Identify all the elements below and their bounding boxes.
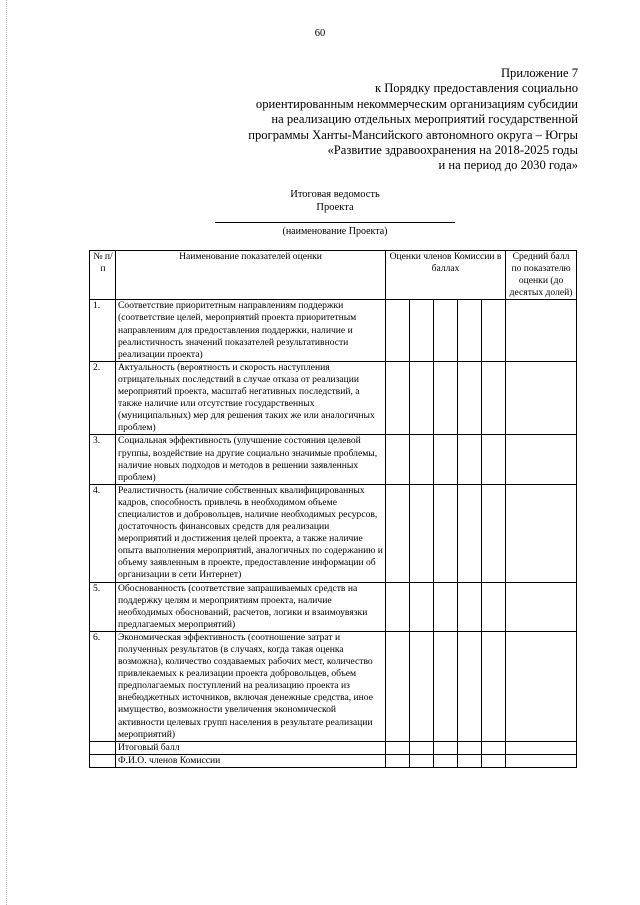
score-cell[interactable] xyxy=(482,361,506,435)
page-number: 60 xyxy=(314,28,326,39)
score-cell[interactable] xyxy=(386,582,410,631)
score-cell[interactable] xyxy=(410,631,434,741)
page-edge-line xyxy=(6,0,7,905)
total-average-cell[interactable] xyxy=(506,741,577,754)
row-indicator: Социальная эффективность (улучшение состояния целевой группы, воздействие на другие социально значимые проблемы, наличие новых подходов и методов в решении заявленных проблем) xyxy=(116,435,386,484)
appendix-line: ориентированным некоммерческим организациям субсидии xyxy=(255,96,578,111)
table-row xyxy=(90,631,577,741)
appendix-line: на реализацию отдельных мероприятий государственной xyxy=(271,112,578,127)
score-cell[interactable] xyxy=(482,582,506,631)
row-number: 4. xyxy=(90,484,116,582)
table-row xyxy=(90,582,577,631)
score-cell[interactable] xyxy=(386,631,410,741)
total-score-cell[interactable] xyxy=(434,741,458,754)
row-number: 2. xyxy=(90,361,116,435)
row-number: 5. xyxy=(90,582,116,631)
appendix-line: к Порядку предоставления социально xyxy=(374,81,578,96)
score-cell[interactable] xyxy=(434,300,458,361)
row-indicator: Обоснованность (соответствие запрашиваемых средств на поддержку целям и мероприятиям проекта, наличие необходимых обоснований, расчетов, логики и взаимоувязки предлагаемых мероприятий) xyxy=(116,582,386,631)
score-cell[interactable] xyxy=(434,435,458,484)
average-cell[interactable] xyxy=(506,631,577,741)
score-cell[interactable] xyxy=(482,435,506,484)
document-title xyxy=(0,188,640,214)
score-cell[interactable] xyxy=(410,361,434,435)
member-name-cell[interactable] xyxy=(458,754,482,767)
member-name-cell[interactable] xyxy=(386,754,410,767)
score-cell[interactable] xyxy=(386,484,410,582)
member-name-cell[interactable] xyxy=(434,754,458,767)
total-row xyxy=(90,741,577,754)
title-line-1: Итоговая ведомость xyxy=(290,189,380,200)
score-cell[interactable] xyxy=(458,582,482,631)
score-cell[interactable] xyxy=(386,300,410,361)
row-number: 3. xyxy=(90,435,116,484)
table-row xyxy=(90,435,577,484)
score-cell[interactable] xyxy=(386,435,410,484)
title-line-2: Проекта xyxy=(316,202,354,213)
table-row xyxy=(90,361,577,435)
project-name-caption: (наименование Проекта) xyxy=(282,226,388,237)
score-cell[interactable] xyxy=(458,435,482,484)
average-cell[interactable] xyxy=(506,484,577,582)
score-cell[interactable] xyxy=(458,484,482,582)
header-number: № п/п xyxy=(90,251,116,300)
score-cell[interactable] xyxy=(482,484,506,582)
score-cell[interactable] xyxy=(434,582,458,631)
score-cell[interactable] xyxy=(410,435,434,484)
header-average: Средний балл по показателю оценки (до десятых долей) xyxy=(506,251,577,300)
row-indicator: Соответствие приоритетным направлениям поддержки (соответствие целей, мероприятий проекта приоритетным направлениям для предоставления поддержки, наличие и реалистичность значений показателей результативности реализации проекта) xyxy=(116,300,386,361)
row-number: 1. xyxy=(90,300,116,361)
total-score-cell[interactable] xyxy=(482,741,506,754)
score-cell[interactable] xyxy=(434,361,458,435)
average-cell[interactable] xyxy=(506,361,577,435)
row-indicator: Экономическая эффективность (соотношение затрат и полученных результатов (в случаях, когда такая оценка возможна), количество создаваемых рабочих мест, количество привлекаемых к реализации проекта добровольцев, объем предполагаемых поступлений на реализацию проекта из внебюджетных источников, включая денежные средства, иное имущество, возможности увеличения экономической активности целевых групп населения в результате реализации мероприятий) xyxy=(116,631,386,741)
total-label: Итоговый балл xyxy=(116,741,386,754)
members-label: Ф.И.О. членов Комиссии xyxy=(116,754,386,767)
header-indicator: Наименование показателей оценки xyxy=(116,251,386,300)
table-row xyxy=(90,484,577,582)
row-number: 6. xyxy=(90,631,116,741)
appendix-line: программы Ханты-Мансийского автономного округа – Югры xyxy=(248,127,578,142)
average-cell[interactable] xyxy=(506,300,577,361)
average-cell[interactable] xyxy=(506,582,577,631)
score-cell[interactable] xyxy=(458,361,482,435)
total-score-cell[interactable] xyxy=(386,741,410,754)
score-cell[interactable] xyxy=(458,631,482,741)
score-cell[interactable] xyxy=(434,484,458,582)
appendix-line: «Развитие здравоохранения на 2018-2025 годы xyxy=(327,143,578,158)
score-cell[interactable] xyxy=(434,631,458,741)
appendix-line: и на период до 2030 года» xyxy=(438,158,578,173)
total-score-cell[interactable] xyxy=(458,741,482,754)
appendix-header xyxy=(158,66,578,174)
table-row xyxy=(90,300,577,361)
header-scores: Оценки членов Комиссии в баллах xyxy=(386,251,506,300)
row-indicator: Реалистичность (наличие собственных квалифицированных кадров, способность привлечь в необходимом объеме специалистов и добровольцев, наличие необходимых ресурсов, достаточность финансовых средств для реализации мероприятий и достижения целей проекта, а также наличие опыта выполнения мероприятий, аналогичных по содержанию и объему заявленным в проекте, предоставление информации об организации в сети Интернет) xyxy=(116,484,386,582)
member-name-cell[interactable] xyxy=(482,754,506,767)
score-cell[interactable] xyxy=(386,361,410,435)
appendix-line: Приложение 7 xyxy=(500,66,578,80)
score-cell[interactable] xyxy=(410,582,434,631)
evaluation-table xyxy=(89,250,577,768)
row-indicator: Актуальность (вероятность и скорость наступления отрицательных последствий в случае отказа от реализации мероприятий проекта, масштаб негативных последствий, а также наличие или отсутствие государственных (муниципальных) мер для решения таких же или аналогичных проблем) xyxy=(116,361,386,435)
score-cell[interactable] xyxy=(410,484,434,582)
average-cell[interactable] xyxy=(506,435,577,484)
score-cell[interactable] xyxy=(410,300,434,361)
total-score-cell[interactable] xyxy=(410,741,434,754)
members-extra-cell[interactable] xyxy=(506,754,577,767)
table-header-row xyxy=(90,251,577,300)
project-name-field xyxy=(215,222,455,223)
score-cell[interactable] xyxy=(482,300,506,361)
score-cell[interactable] xyxy=(458,300,482,361)
member-name-cell[interactable] xyxy=(410,754,434,767)
score-cell[interactable] xyxy=(482,631,506,741)
members-row xyxy=(90,754,577,767)
